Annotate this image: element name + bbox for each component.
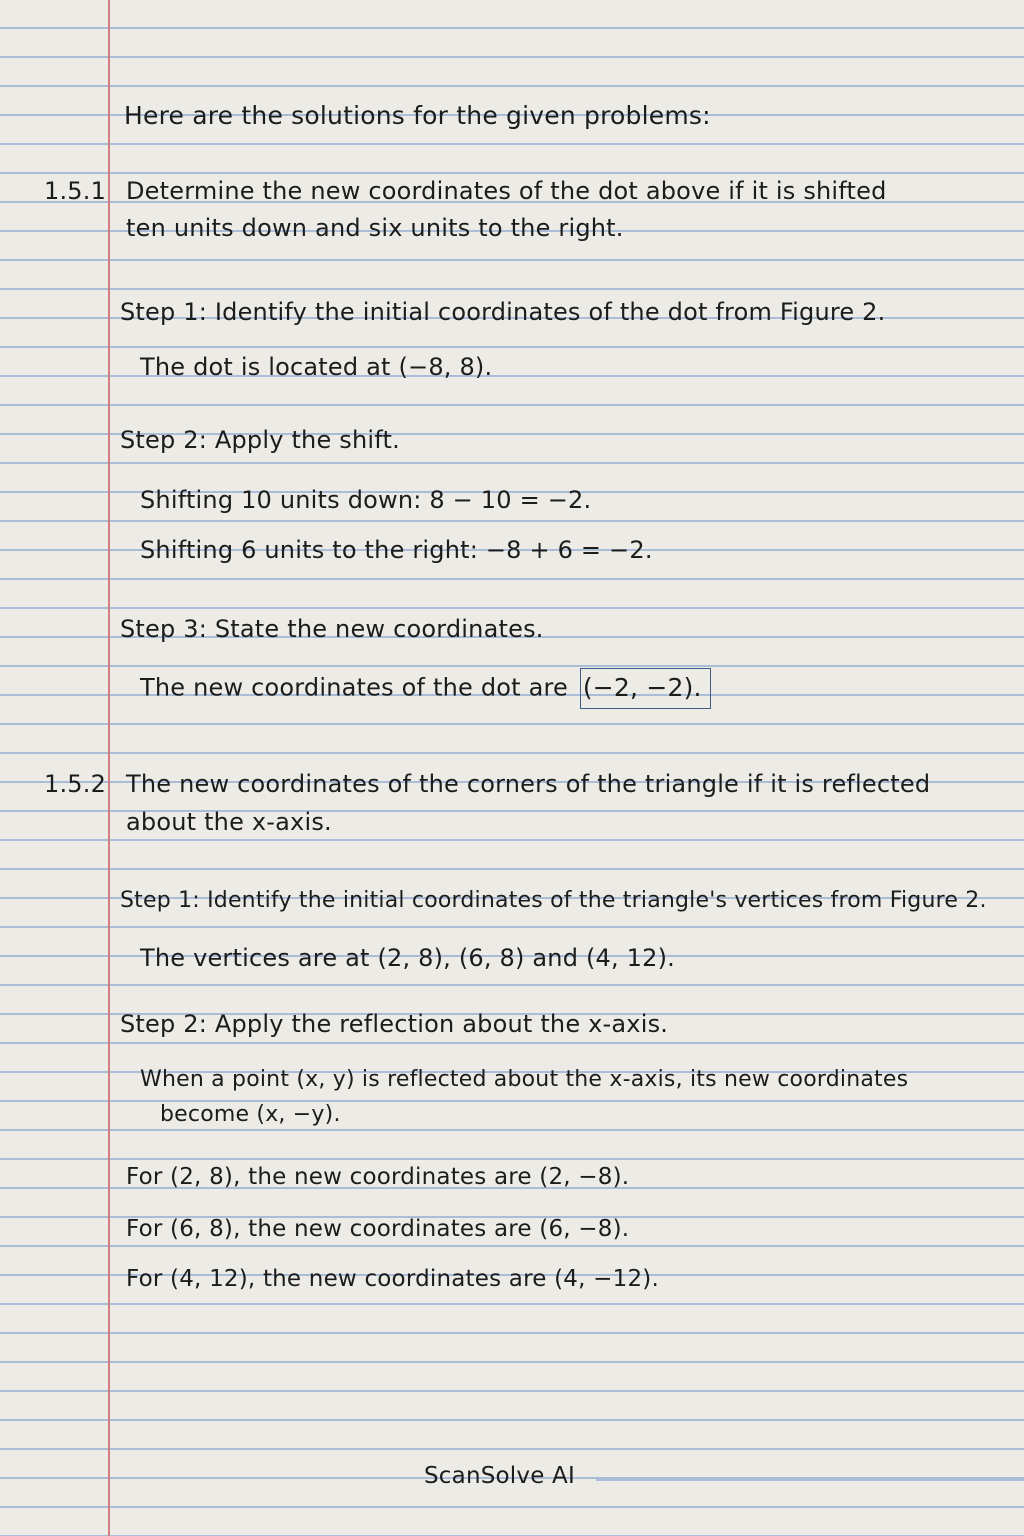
problem-2-step-2-title: Step 2: Apply the reflection about the x-axis.: [120, 1010, 669, 1038]
problem-2-rule-line-1: When a point (x, y) is reflected about the x-axis, its new coordinates: [140, 1067, 909, 1092]
problem-2-result-1: For (2, 8), the new coordinates are (2, −8).: [126, 1164, 630, 1190]
problem-1-question-line-1: Determine the new coordinates of the dot above if it is shifted: [126, 177, 887, 205]
problem-1-step-2-title: Step 2: Apply the shift.: [120, 426, 400, 454]
problem-1-step-3-text: The new coordinates of the dot are: [140, 673, 568, 702]
problem-1-step-3-title: Step 3: State the new coordinates.: [120, 615, 544, 643]
problem-2-rule-line-2: become (x, −y).: [160, 1102, 341, 1127]
answer-box: (−2, −2).: [580, 668, 711, 709]
footer-rule: [596, 1479, 1024, 1481]
problem-2-question-line-1: The new coordinates of the corners of the triangle if it is reflected: [126, 770, 931, 798]
problem-2-step-1-title: Step 1: Identify the initial coordinates of the triangle's vertices from Figure 2.: [120, 888, 987, 913]
problem-1-step-2-line-2: Shifting 6 units to the right: −8 + 6 = −2.: [140, 536, 653, 564]
problem-1-step-3-line: [140, 668, 711, 709]
problem-2-step-1-text: The vertices are at (2, 8), (6, 8) and (4, 12).: [140, 944, 675, 972]
problem-1-step-1-title: Step 1: Identify the initial coordinates of the dot from Figure 2.: [120, 298, 886, 326]
footer-brand: ScanSolve AI: [424, 1463, 575, 1489]
margin-line: [108, 0, 110, 1536]
intro-text: Here are the solutions for the given problems:: [124, 101, 711, 130]
problem-2-result-2: For (6, 8), the new coordinates are (6, −8).: [126, 1216, 630, 1242]
problem-1-question-line-2: ten units down and six units to the right.: [126, 214, 624, 242]
problem-1-step-1-text: The dot is located at (−8, 8).: [140, 353, 493, 381]
problem-2-result-3: For (4, 12), the new coordinates are (4, −12).: [126, 1266, 659, 1292]
problem-1-step-2-line-1: Shifting 10 units down: 8 − 10 = −2.: [140, 486, 592, 514]
problem-2-question-line-2: about the x-axis.: [126, 808, 332, 836]
problem-number-1-5-2: 1.5.2: [44, 770, 107, 798]
problem-number-1-5-1: 1.5.1: [44, 177, 107, 205]
